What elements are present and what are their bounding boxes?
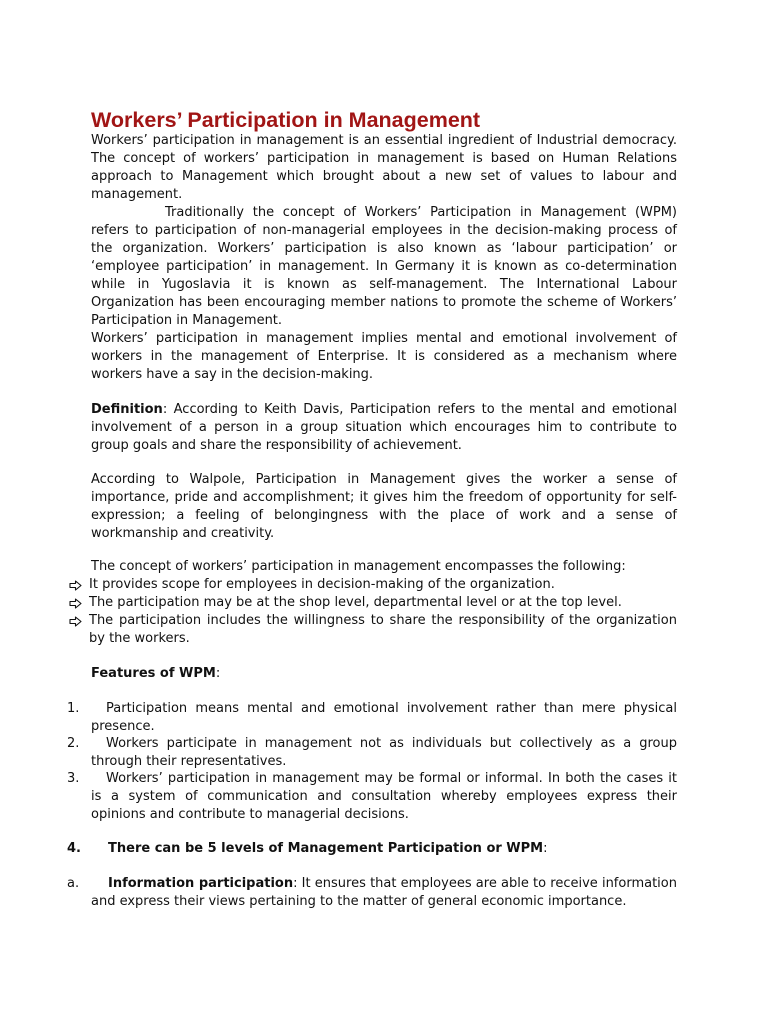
paragraph-text: The concept of workers’ participation in management encompasses the following:: [91, 559, 626, 574]
bullet-item: [67, 594, 677, 612]
feature-text: Workers participate in management not as individuals but collectively as a group through their representatives.: [91, 736, 677, 769]
levels-heading: [67, 840, 677, 858]
definition-text: [91, 401, 677, 455]
arrow-right-icon: [67, 612, 83, 633]
features-heading: [91, 665, 677, 683]
feature-number: 2.: [67, 736, 80, 751]
wpm-concept-paragraph: [91, 204, 677, 330]
level-label: Information participation: [108, 876, 294, 891]
feature-text: Workers’ participation in management may be formal or informal. In both the cases it is a system of communication and consultation whereby employees express their opinions and contribute to managerial decisions.: [91, 771, 677, 822]
paragraph-text: Workers’ participation in management implies mental and emotional involvement of workers in the management of Enterprise. It is considered as a mechanism where workers have a say in the decision-making.: [91, 331, 677, 382]
paragraph-text: Traditionally the concept of Workers’ Participation in Management (WPM) refers to participation of non-managerial employees in the decision-making process of the organization. Workers’ participation is also known as ‘labour participation’ or ‘employee participation’ in management. In Germany it is known as co-determination while in Yugoslavia it is known as self-management. The International Labour Organization has been encouraging member nations to promote the scheme of Workers’ Participation in Management.: [91, 205, 677, 328]
definition-paragraph: [91, 401, 677, 455]
bullet-item: [67, 612, 677, 648]
feature-item: [67, 735, 677, 771]
bullet-text: It provides scope for employees in decision-making of the organization.: [89, 577, 555, 592]
level-item: [67, 875, 677, 911]
definition-label: Definition: [91, 402, 163, 417]
feature-text: Participation means mental and emotional involvement rather than mere physical presence.: [91, 701, 677, 734]
levels-heading-colon: :: [543, 841, 548, 856]
level-text: [91, 875, 677, 911]
levels-number: 4.: [67, 841, 81, 856]
feature-number: 1.: [67, 701, 80, 716]
levels-heading-text: There can be 5 levels of Management Participation or WPM: [108, 841, 544, 856]
feature-item: [67, 700, 677, 736]
encompasses-intro: [91, 558, 677, 576]
document-title: Workers’ Participation in Management: [91, 108, 481, 132]
paragraph-text: According to Walpole, Participation in Management gives the worker a sense of importance, pride and accomplishment; it gives him the freedom of opportunity for self-expression; a feeling of belongingness with the place of work and a sense of workmanship and creativity.: [91, 472, 677, 541]
intro-paragraph: [91, 132, 677, 204]
walpole-paragraph: [91, 471, 677, 543]
feature-item: [67, 770, 677, 824]
bullet-item: [67, 576, 677, 594]
level-letter: a.: [67, 876, 80, 891]
definition-body: : According to Keith Davis, Participation refers to the mental and emotional involvement of a person in a group situation which encourages him to contribute to group goals and share the responsibility of achievement.: [91, 402, 677, 453]
bullet-text: The participation includes the willingness to share the responsibility of the organization by the workers.: [89, 613, 677, 646]
levels-heading-line: [91, 840, 677, 858]
bullet-list: [67, 576, 677, 648]
paragraph-text: Workers’ participation in management is an essential ingredient of Industrial democracy. The concept of workers’ participation in management is based on Human Relations approach to Management which brought about a new set of values to labour and management.: [91, 133, 677, 202]
features-heading-text: Features of WPM: [91, 666, 216, 681]
feature-number: 3.: [67, 771, 80, 786]
features-heading-colon: :: [215, 666, 221, 681]
involvement-paragraph: [91, 330, 677, 384]
level-body: : It ensures that employees are able to receive information and express their views pertaining to the matter of general economic importance.: [91, 876, 677, 909]
bullet-text: The participation may be at the shop level, departmental level or at the top level.: [89, 595, 622, 610]
